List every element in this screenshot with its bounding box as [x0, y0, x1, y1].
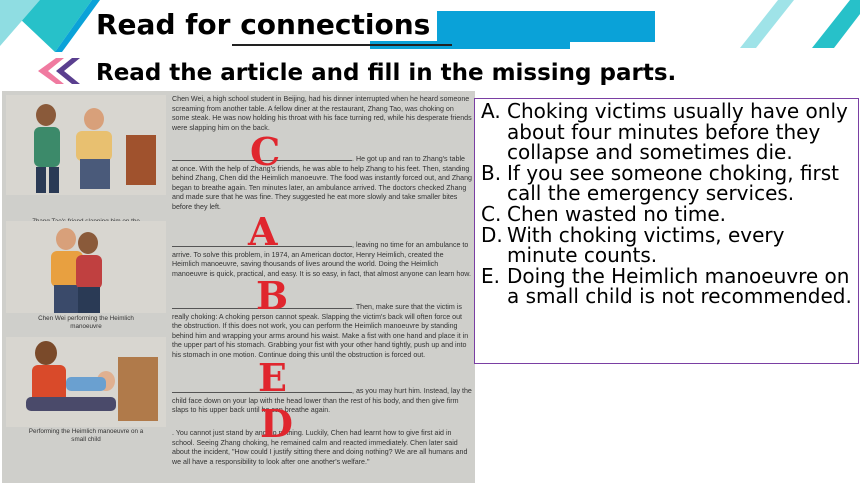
corner-decoration-right: [700, 0, 860, 50]
caption-2: Chen Wei performing the Heimlich manoeuvre: [38, 315, 134, 330]
option-a: [481, 101, 854, 163]
option-letter: A.: [481, 99, 501, 123]
options-box: [474, 98, 859, 364]
paragraph-5-text: , as you may hurt him. Instead, lay the child face down on your lap with the head lower than the rest of his body, and then give firm slaps to his upper back until he can breathe again.: [172, 387, 472, 415]
article-paragraph-3: [172, 241, 472, 279]
option-letter: E.: [481, 263, 500, 288]
option-letter: C.: [481, 201, 502, 226]
option-d: [481, 222, 854, 268]
arrow-bullet-icon: [38, 56, 86, 86]
article-paragraph-2: [172, 155, 472, 213]
illustration-heimlich-child: [6, 337, 166, 427]
paragraph-6-text: . You cannot just stand by and do nothing. Luckily, Chen had learnt how to give first aid in school. Seeing Zhang choking, he remained calm and reacted immediately. Chen later said about the incident, "How could I justify sitting there and doing nothing? We are all humans and we all have a responsibility to look after one another's welfare.": [172, 429, 468, 466]
page-title: Read for connections: [96, 8, 431, 41]
title-underline: [232, 44, 452, 46]
article-paragraph-5: [172, 387, 472, 416]
title-accent-bar: [437, 11, 655, 42]
illustration-heimlich-adult: [6, 221, 166, 313]
answer-letter-4: E: [258, 355, 287, 400]
caption-3: Performing the Heimlich manoeuvre on a small child: [28, 428, 144, 443]
option-text: Chen wasted no time.: [507, 201, 727, 226]
option-c: [481, 201, 854, 226]
option-text: Doing the Heimlich manoeuvre on a small child is not recommended.: [507, 263, 852, 309]
illustration-back-slap: [6, 95, 166, 195]
answer-letter-2: A: [248, 209, 278, 254]
article-paragraph-6: [172, 429, 472, 467]
paragraph-4-text: . Then, make sure that the victim is really choking: A choking person cannot speak. Slapping the victim's back will often force out the obstruction. If this does not work, you can perform the Heimlich manoeuvre by standing behind him and wrapping your arms around his waist. Make a fist with one hand and place it in the upper part of his stomach. Grabbing your fist with your other hand tightly, push up and into his stomach in one motion. Continue doing this until the obstruction is forced out.: [172, 303, 469, 359]
option-b: [481, 160, 854, 206]
paragraph-1-text: Chen Wei, a high school student in Beijing, had his dinner interrupted when he heard someone screaming from another table. A fellow diner at the restaurant, Zhang Tao, was choking on some steak. He was now holding his throat with his face turning red, while his desperate friends were slapping him on the back.: [172, 95, 472, 132]
answer-letter-5: D: [260, 401, 293, 446]
corner-decoration-left: [0, 0, 110, 62]
instructions: Read the article and fill in the missing parts.: [96, 60, 677, 86]
article-paragraph-4: [172, 303, 472, 361]
answer-letter-1: C: [250, 129, 281, 174]
option-e: [481, 263, 854, 309]
option-text: If you see someone choking, first call the emergency services.: [507, 160, 840, 206]
answer-letter-3: B: [256, 273, 289, 318]
paragraph-2-text: . He got up and ran to Zhang's table at once. With the help of Zhang's friends, he was able to help Zhang to his feet. Then, standing behind Zhang, Chen did the Heimlich manoeuvre. The food was instantly forced out, and Zhang began to breathe again. Ten minutes later, an ambulance arrived. The doctors checked Zhang and made sure that he was fine. They suggested he eat more slowly and take smaller bites before they left.: [172, 155, 472, 211]
article-paragraph-1: [172, 95, 472, 133]
paragraph-3-text: , leaving no time for an ambulance to arrive. To solve this problem, in 1974, an American doctor, Henry Heimlich, created the Heimlich manoeuvre, saving thousands of lives around the world. Doing the Heimlich manoeuvre is quick, practical, and easy. It is so easy, in fact, that almost anyone can learn how.: [172, 241, 472, 278]
option-text: With choking victims, every minute counts.: [507, 222, 785, 268]
option-text: Choking victims usually have only about four minutes before they collapse and sometimes die.: [507, 99, 848, 165]
option-letter: D.: [481, 222, 503, 247]
option-letter: B.: [481, 160, 502, 185]
article-scan: [2, 91, 475, 483]
